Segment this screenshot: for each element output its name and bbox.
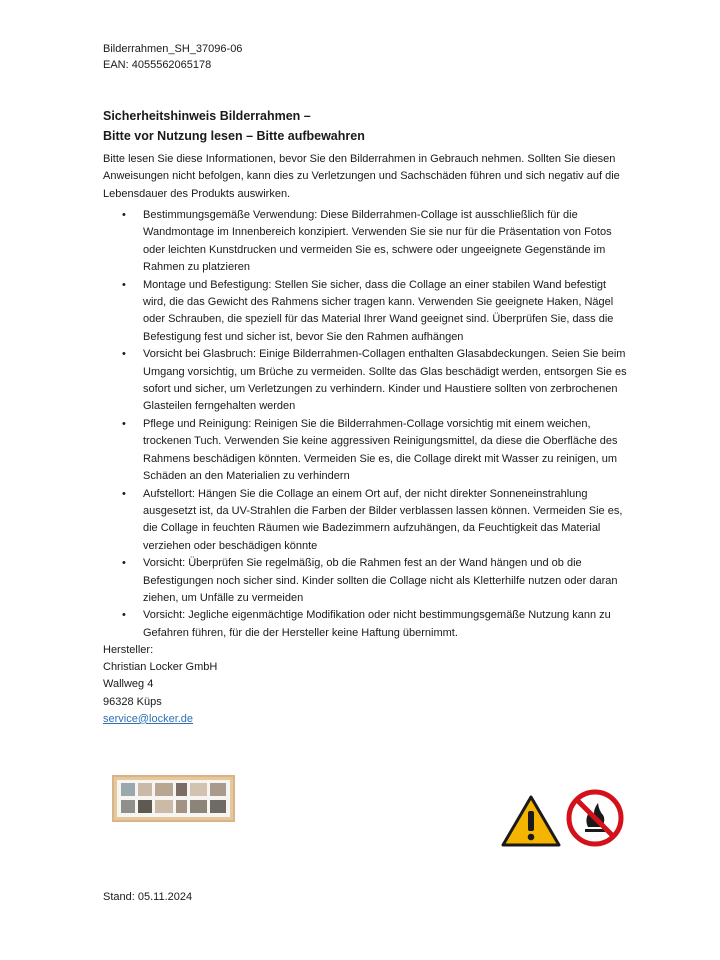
manufacturer-label: Hersteller: [103,644,154,656]
manufacturer-street: Wallweg 4 [103,678,154,691]
list-item-text: Vorsicht bei Glasbruch: Einige Bilderrahmen-Collagen enthalten Glasabdeckungen. Seien Sie beim Umgang vorsichtig, um Brüche zu vermeiden. Sollte das Glas beschädigt werden, entsorgen Sie es sofort und sicher, um Verletzungen zu verhindern. Kinder und Haustiere sollten von zerbrochenen Glasteilen ferngehalten werden [143,348,627,413]
document-title [103,106,365,146]
ean-code: EAN: 4055562065178 [103,59,212,71]
list-item [103,207,628,277]
document-date: Stand: 05.11.2024 [103,891,193,903]
list-item [103,346,628,416]
list-item-text: Vorsicht: Jegliche eigenmächtige Modifikation oder nicht bestimmungsgemäße Nutzung kann zu Gefahren führen, für die der Hersteller keine Haftung übernimmt. [143,609,611,639]
manufacturer-block [103,642,217,728]
photo-collage-frame-image [112,775,235,822]
list-item-text: Montage und Befestigung: Stellen Sie sicher, dass die Collage an einer stabilen Wand befestigt wird, die das Gewicht des Rahmens sicher tragen kann. Verwenden Sie geeignete Haken, Nägel oder Schrauben, die speziell für das Material Ihrer Wand geeignet sind. Überprüfen Sie, dass die Befestigung fest und sicher ist, bevor Sie den Rahmen aufhängen [143,278,614,343]
bullet-icon: • [122,417,126,430]
list-item-text: Pflege und Reinigung: Reinigen Sie die Bilderrahmen-Collage vorsichtig mit einem weichen, trockenen Tuch. Verwenden Sie keine aggressiven Reinigungsmittel, da diese die Oberfläche des Rahmens beschädigen könnten. Vermeiden Sie es, die Collage direkt mit Wasser zu reinigen, um Schäden an den Materialien zu verhindern [143,417,618,483]
list-item-text: Aufstellort: Hängen Sie die Collage an einem Ort auf, der nicht direkter Sonneneinstrahlung ausgesetzt ist, da UV-Strahlen die Farben der Bilder verblassen lassen können. Vermeiden Sie es, die Collage in feuchten Räumen wie Badezimmern aufzuhängen, da Feuchtigkeit das Material verziehen oder beschädigen könnte [143,487,623,552]
manufacturer-company: Christian Locker GmbH [103,661,218,674]
bullet-icon: • [122,609,126,622]
title-line-2: Bitte vor Nutzung lesen – Bitte aufbewahren [103,129,365,143]
list-item [103,486,628,556]
manufacturer-email-link[interactable]: service@locker.de [103,712,194,725]
safety-instructions-list [103,207,628,642]
list-item [103,416,628,486]
warning-triangle-icon [501,795,561,847]
bullet-icon: • [122,209,126,221]
document-header [103,41,242,73]
title-line-1: Sicherheitshinweis Bilderrahmen – [103,109,311,123]
list-item-text: Bestimmungsgemäße Verwendung: Diese Bilderrahmen-Collage ist ausschließlich für die Wandmontage im Innenbereich konzipiert. Verwenden Sie sie nur für die Präsentation von Fotos oder leichten Kunstdrucken und vermeiden Sie es, schwere oder ungeeignete Gegenstände im Rahmen zu platzieren [143,209,612,274]
list-item-text: Vorsicht: Überprüfen Sie regelmäßig, ob die Rahmen fest an der Wand hängen und ob die Befestigungen noch sicher sind. Kinder sollten die Collage nicht als Kletterhilfe nutzen oder daran ziehen, um Unfälle zu vermeiden [143,557,618,604]
intro-paragraph: Bitte lesen Sie diese Informationen, bevor Sie den Bilderrahmen in Gebrauch nehmen. Sollten Sie diesen Anweisungen nicht befolgen, kann dies zu Verletzungen und Sachschäden führen und sich negativ auf die Lebensdauer des Produkts auswirken. [103,153,620,200]
bullet-icon: • [122,487,126,500]
bullet-icon: • [122,278,126,291]
no-open-flame-icon [566,789,624,847]
list-item [103,607,628,642]
product-id: Bilderrahmen_SH_37096-06 [103,43,243,55]
bullet-icon: • [122,557,126,570]
manufacturer-city: 96328 Küps [103,695,162,708]
list-item [103,277,628,347]
list-item [103,555,628,607]
bullet-icon: • [122,348,126,361]
